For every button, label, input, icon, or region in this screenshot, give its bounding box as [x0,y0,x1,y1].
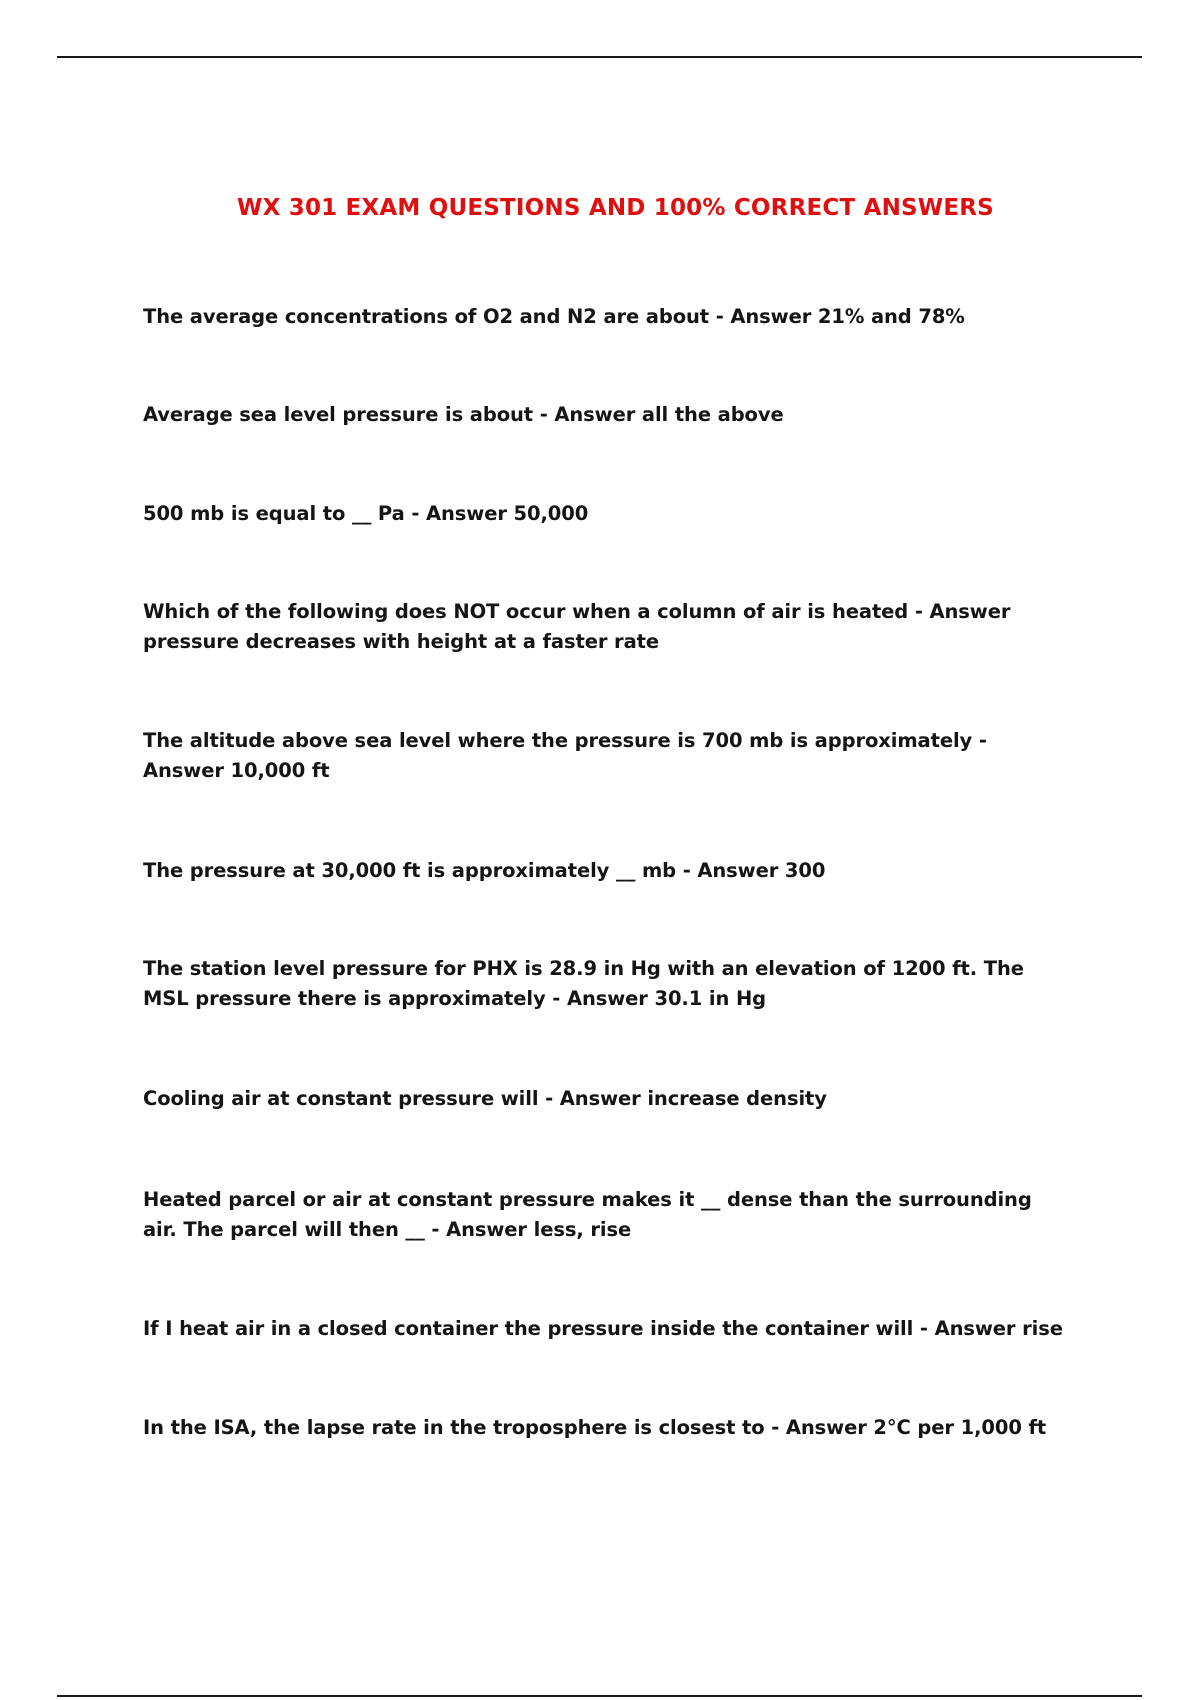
qa-item-10: If I heat air in a closed container the pressure inside the container will - Answer rise [143,1317,1063,1340]
qa-item-3: 500 mb is equal to __ Pa - Answer 50,000 [143,502,589,525]
qa-item-7: The station level pressure for PHX is 28.9 in Hg with an elevation of 1200 ft. The MSL pressure there is approximately - Answer 30.1 in Hg [143,957,1024,1010]
qa-item-2: Average sea level pressure is about - Answer all the above [143,403,784,426]
qa-item-8: Cooling air at constant pressure will - Answer increase density [143,1087,827,1110]
qa-item-4: Which of the following does NOT occur when a column of air is heated - Answer pressure decreases with height at a faster rate [143,600,1011,653]
bottom-rule [57,1695,1142,1697]
qa-item-9: Heated parcel or air at constant pressure makes it __ dense than the surrounding air. The parcel will then __ - Answer less, rise [143,1188,1032,1241]
document-title: WX 301 EXAM QUESTIONS AND 100% CORRECT ANSWERS [237,195,994,221]
qa-item-6: The pressure at 30,000 ft is approximately __ mb - Answer 300 [143,859,826,882]
qa-item-1: The average concentrations of O2 and N2 are about - Answer 21% and 78% [143,305,965,328]
qa-item-11: In the ISA, the lapse rate in the troposphere is closest to - Answer 2°C per 1,000 ft [143,1416,1047,1439]
qa-item-5: The altitude above sea level where the pressure is 700 mb is approximately - Answer 10,000 ft [143,729,987,782]
